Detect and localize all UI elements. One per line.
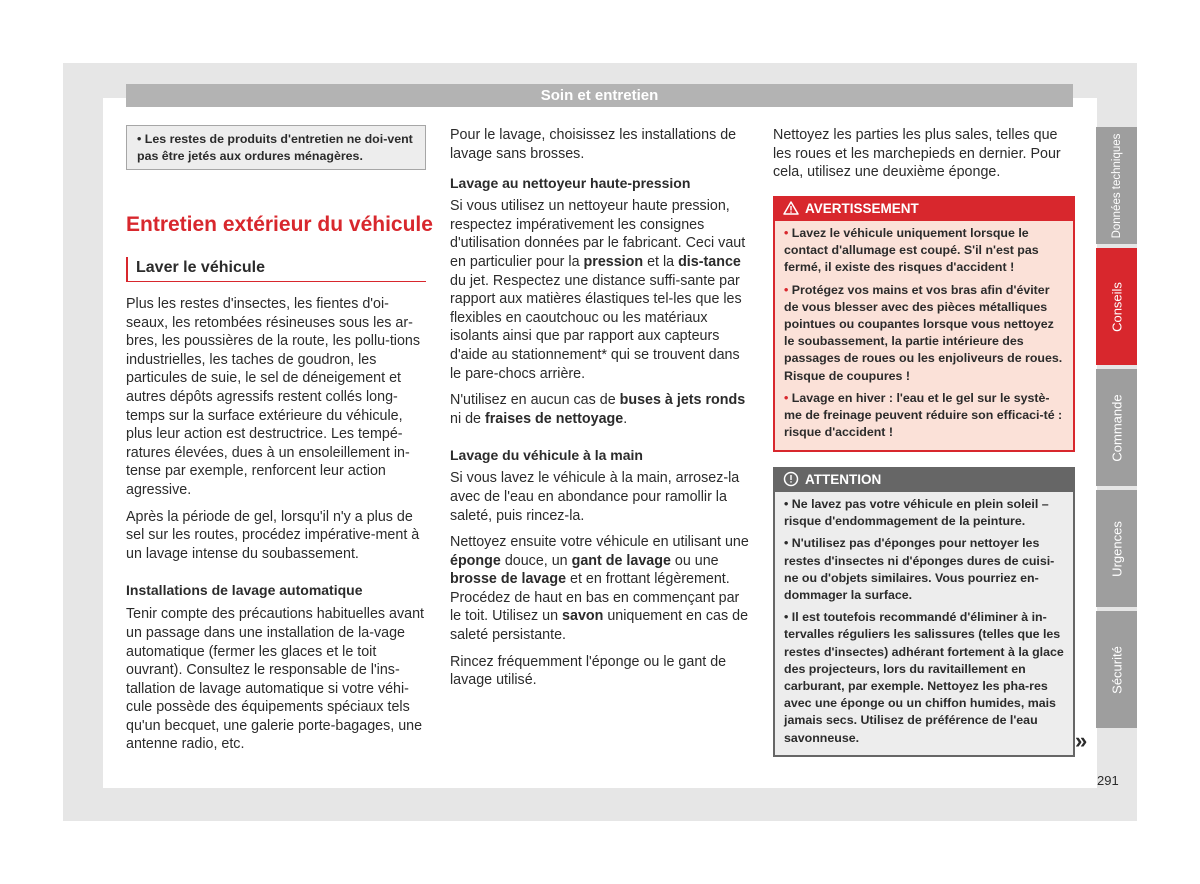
paragraph: Après la période de gel, lorsqu'il n'y a plus de sel sur les routes, procédez impérative-ment à un lavage intense du soubassement. <box>126 508 420 562</box>
page-number: 291 <box>1097 773 1119 788</box>
attention-box <box>773 467 1075 757</box>
tab-commande[interactable]: Commande <box>1096 369 1137 486</box>
attention-header <box>773 467 1075 492</box>
paragraph: N'utilisez en aucun cas de buses à jets ronds ni de fraises de nettoyage. <box>450 392 746 427</box>
column-2 <box>450 126 750 690</box>
warning-box <box>773 196 1075 452</box>
warning-header <box>773 196 1075 221</box>
warning-triangle-icon <box>783 201 799 215</box>
continue-icon: » <box>1075 728 1088 753</box>
tab-conseils[interactable]: Conseils <box>1096 248 1137 365</box>
paragraph: Pour le lavage, choisissez les installations de lavage sans brosses. <box>450 127 737 162</box>
note-box <box>126 125 426 170</box>
attention-item: • Ne lavez pas votre véhicule en plein soleil – risque d'endommagement de la peinture. <box>784 497 1049 529</box>
paragraph: Si vous lavez le véhicule à la main, arrosez-la avec de l'eau en abondance pour ramollir la saleté, puis rincez-la. <box>450 470 740 524</box>
subsection-title: Laver le véhicule <box>136 259 265 276</box>
warning-title: AVERTISSEMENT <box>805 201 919 216</box>
section-title: Entretien extérieur du véhicule <box>126 213 433 236</box>
attention-item: • N'utilisez pas d'éponges pour nettoyer les restes d'insectes ni d'éponges dures de cuisi-ne ou d'objets similaires. Vous pourriez en-dommager la surface. <box>784 536 1055 603</box>
warning-body <box>775 221 1073 441</box>
bullet-icon: • <box>784 536 792 551</box>
paragraph: Tenir compte des précautions habituelles avant un passage dans une installation de la-vage automatique (fermer les glaces et le toit ouvrant). Consultez le responsable de l'ins-tallation de lavage automatique si votre véhi-cule possède des équipements spéciaux tels qu'un becquet, une galerie porte-bagages, une antenne radio, etc. <box>126 606 425 753</box>
tab-securite[interactable]: Sécurité <box>1096 611 1137 728</box>
paragraph: Plus les restes d'insectes, les fientes d'oi-seaux, les retombées résineuses sous les ar-bres, les poussières de la route, les pollu-tions industrielles, les taches de goudron, les particules de suie, le sel de déneigement et autres dépôts agressifs restent collés long-temps sur la surface extérieure du véhicule, plus leur action est destructrice. Les tempé-ratures élevées, dues à un ensoleillement in-tense par exemple, renforcent leur action agressive. <box>126 296 421 498</box>
heading-hand-wash: Lavage du véhicule à la main <box>450 447 643 464</box>
heading-high-pressure: Lavage au nettoyeur haute-pression <box>450 175 691 192</box>
page-header: Soin et entretien <box>126 84 1073 107</box>
bullet-icon: • <box>137 132 145 146</box>
column-3 <box>773 126 1075 182</box>
warning-item: • Lavez le véhicule uniquement lorsque le contact d'allumage est coupé. S'il n'est pas fermé, il existe des risques d'accident ! <box>784 226 1039 275</box>
bullet-icon: • <box>784 610 792 625</box>
paragraph: Nettoyez ensuite votre véhicule en utilisant une éponge douce, un gant de lavage ou une brosse de lavage et en frottant légèrement. Procédez de haut en bas en commençant par le toit. Utilisez un savon uniquement en cas de saleté persistante. <box>450 534 749 644</box>
paragraph: Rincez fréquemment l'éponge ou le gant de lavage utilisé. <box>450 653 727 689</box>
warning-item: • Protégez vos mains et vos bras afin d'éviter de vous blesser avec des pièces métalliques pointues ou coupantes lorsque vous nettoyez le soubassement, la partie intérieure des passages de roues ou les enjoliveurs de roues. Risque de coupures ! <box>784 282 1063 383</box>
bullet-icon: • <box>784 282 792 297</box>
paragraph: Si vous utilisez un nettoyeur haute pression, respectez impérativement les consignes d'utilisation données par le fabricant. Ceci vaut en particulier pour la pression et la dis-tance du jet. Respectez une distance suffi-sante par rapport aux matières élastiques tel-les que les flexibles en caoutchouc ou les matériaux isolants ainsi que par rapport aux capteurs d'aide au stationnement* qui se trouvent dans le pare-chocs arrière. <box>450 198 746 382</box>
column-1 <box>126 295 428 754</box>
heading-automatic-wash: Installations de lavage automatique <box>126 582 363 599</box>
bullet-icon: • <box>784 226 792 240</box>
bullet-icon: • <box>784 497 792 511</box>
bullet-icon: • <box>784 390 792 405</box>
attention-circle-icon <box>783 471 799 487</box>
tab-donnees-techniques[interactable]: Données techniques <box>1096 127 1137 244</box>
paragraph: Nettoyez les parties les plus sales, telles que les roues et les marchepieds en dernier. Pour cela, utilisez une deuxième éponge. <box>773 127 1061 181</box>
attention-item: • Il est toutefois recommandé d'éliminer à in-tervalles réguliers les salissures (telles que les restes d'insectes) adhérant fortement à la glace des projecteurs, lors du ravitaillement en carburant, par exemple. Nettoyez les pha-res avec une éponge ou un chiffon humides, mais jamais secs. Utilisez de préférence de l'eau savonneuse. <box>784 610 1064 745</box>
attention-body <box>775 492 1073 747</box>
note-text: Les restes de produits d'entretien ne doi-vent pas être jetés aux ordures ménagères. <box>137 132 413 163</box>
subsection-heading <box>126 257 426 282</box>
attention-title: ATTENTION <box>805 472 882 487</box>
warning-item: • Lavage en hiver : l'eau et le gel sur le systè-me de freinage peuvent réduire son efficaci-té : risque d'accident ! <box>784 390 1063 440</box>
tab-urgences[interactable]: Urgences <box>1096 490 1137 607</box>
